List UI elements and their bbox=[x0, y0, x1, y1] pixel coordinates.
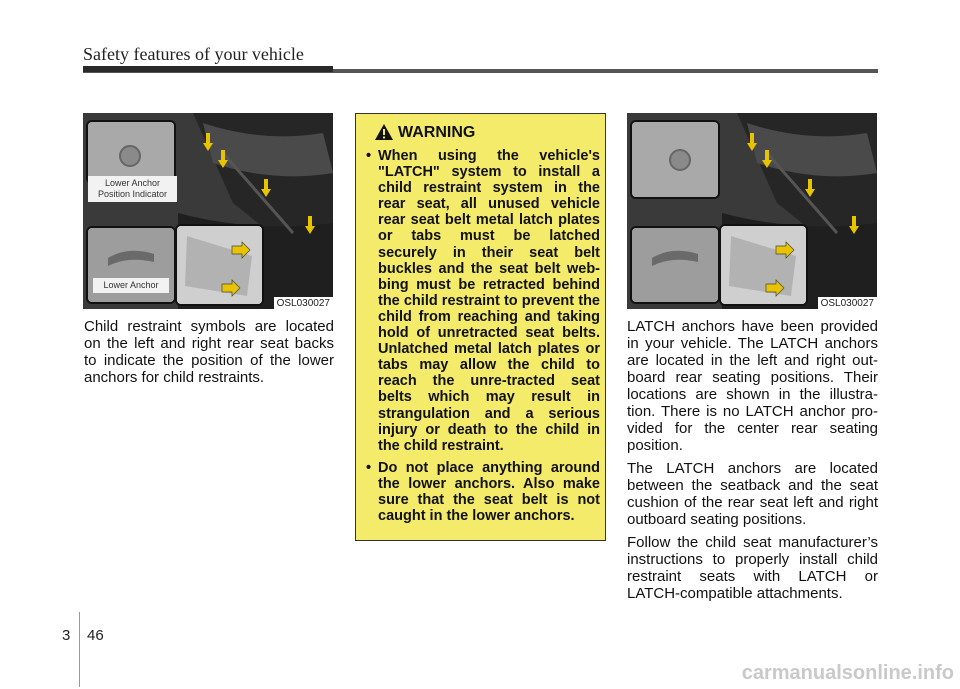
figure-code: OSL030027 bbox=[274, 297, 333, 309]
page-header-title: Safety features of your vehicle bbox=[83, 44, 304, 64]
indicator-label-line1: Lower Anchor bbox=[104, 178, 161, 188]
indicator-inset bbox=[86, 120, 176, 184]
warning-list bbox=[366, 148, 600, 530]
buckle-inset bbox=[175, 224, 264, 306]
warning-item: • Do not place anything around the lower anchors. Also make sure that the seat belt is not caught in the lower anchors. bbox=[366, 460, 600, 524]
down-arrow-icon bbox=[849, 216, 859, 234]
page-number-divider bbox=[79, 612, 80, 687]
anchor-label: Lower Anchor bbox=[93, 278, 169, 293]
down-arrow-icon bbox=[203, 133, 213, 151]
left-paragraph: Child restraint symbols are located on the left and right rear seat backs to indicate the position of the lower anchors for child restraints. bbox=[84, 318, 334, 386]
right-paragraph-1: LATCH anchors have been provided in your vehicle. The LATCH anchors are located in the left and right out-board rear seating positions. Their locations are shown in the illustra-tion. There is no LATCH anchor pro-vided for the center rear seating position. bbox=[627, 318, 878, 454]
buckle-arrows-icon bbox=[721, 226, 806, 304]
chapter-number: 3 bbox=[62, 627, 71, 644]
right-column-text bbox=[627, 318, 878, 608]
warning-box bbox=[355, 113, 606, 541]
buckle-arrows-icon bbox=[177, 226, 262, 304]
down-arrow-icon bbox=[762, 150, 772, 168]
right-paragraph-3: Follow the child seat manufacturer’s instructions to properly install child restraint seats with LATCH or LATCH-compatible attachments. bbox=[627, 534, 878, 602]
warning-title: WARNING bbox=[398, 124, 476, 141]
seat-illustration-right bbox=[627, 113, 877, 309]
buckle-inset bbox=[719, 224, 808, 306]
indicator-symbol-icon bbox=[88, 122, 174, 182]
anchor-bar-icon bbox=[632, 228, 718, 302]
right-paragraph-2: The LATCH anchors are located between the seatback and the seat cushion of the rear seat left and right outboard seating positions. bbox=[627, 460, 878, 528]
indicator-label-line2: Position Indicator bbox=[97, 189, 168, 199]
seat-illustration-left bbox=[83, 113, 333, 309]
down-arrow-icon bbox=[261, 179, 271, 197]
header-rule-accent bbox=[83, 66, 333, 72]
down-arrow-icon bbox=[747, 133, 757, 151]
indicator-symbol-icon bbox=[632, 122, 718, 197]
warning-triangle-icon bbox=[374, 123, 394, 141]
down-arrow-icon bbox=[805, 179, 815, 197]
page-number: 46 bbox=[87, 627, 104, 644]
down-arrow-icon bbox=[305, 216, 315, 234]
watermark: carmanualsonline.info bbox=[741, 662, 954, 684]
figure-code: OSL030027 bbox=[818, 297, 877, 309]
indicator-inset bbox=[630, 120, 720, 199]
indicator-label bbox=[88, 176, 177, 202]
down-arrow-icon bbox=[218, 150, 228, 168]
anchor-inset bbox=[630, 226, 720, 304]
warning-item: • When using the vehicle's "LATCH" system to install a child restraint system in the rear seat, all unused vehicle rear seat belt metal latch plates or tabs must be latched securely in their seat belt buckles and the seat belt web-bing must be retracted behind the child restraint to prevent the child from reaching and taking hold of unretracted seat belts. Unlatched metal latch plates or tabs may allow the child to reach the unre-tracted seat belts which may result in strangulation and a serious injury or death to the child in the child restraint. bbox=[366, 148, 600, 454]
